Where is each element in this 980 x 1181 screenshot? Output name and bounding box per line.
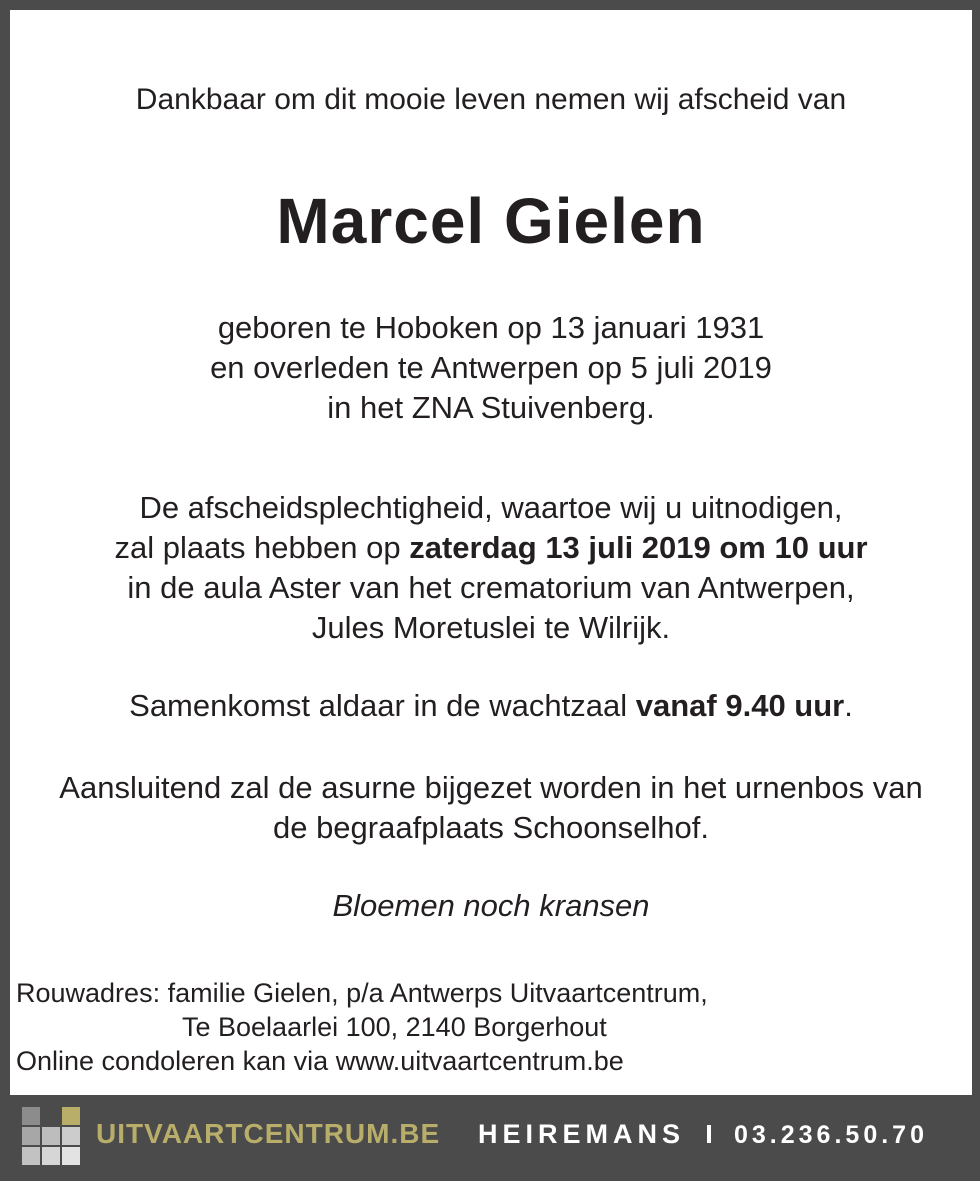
phone-number: 03.236.50.70 <box>734 1121 928 1149</box>
ceremony-line-3: in de aula Aster van het crematorium van Antwerpen, <box>127 570 855 605</box>
deceased-name: Marcel Gielen <box>276 185 706 257</box>
ceremony-line-4: Jules Moretuslei te Wilrijk. <box>311 610 671 645</box>
birth-line-3: in het ZNA Stuivenberg. <box>327 390 655 425</box>
burial-line-1: Aansluitend zal de asurne bijgezet worden in het urnenbos van <box>59 770 923 805</box>
brand-name: UITVAARTCENTRUM.BE <box>96 1118 441 1149</box>
footer-separator <box>707 1125 711 1143</box>
gathering-text: Samenkomst aldaar in de wachtzaal <box>129 688 636 723</box>
birth-line-1: geboren te Hoboken op 13 januari 1931 <box>217 310 765 345</box>
ceremony-line-2-text: zal plaats hebben op <box>114 530 410 565</box>
birth-line-2: en overleden te Antwerpen op 5 juli 2019 <box>210 350 772 385</box>
ceremony-line-1: De afscheidsplechtigheid, waartoe wij u uitnodigen, <box>139 490 843 525</box>
ceremony-date: zaterdag 13 juli 2019 om 10 uur <box>409 530 868 565</box>
address-line-3: Online condoleren kan via www.uitvaartcentrum.be <box>16 1046 624 1076</box>
gathering-period: . <box>844 688 853 723</box>
footer-bar <box>10 1101 972 1181</box>
intro-text: Dankbaar om dit mooie leven nemen wij afscheid van <box>135 83 847 116</box>
partner-name: HEIREMANS <box>478 1119 686 1149</box>
ceremony-line-2 <box>10 528 972 568</box>
gathering-line <box>10 686 972 726</box>
address-line-1: Rouwadres: familie Gielen, p/a Antwerps Uitvaartcentrum, <box>16 978 708 1008</box>
uitvaartcentrum-logo-icon <box>22 1107 82 1167</box>
address-line-2: Te Boelaarlei 100, 2140 Borgerhout <box>182 1012 607 1042</box>
burial-line-2: de begraafplaats Schoonselhof. <box>272 810 710 845</box>
death-notice <box>10 10 972 1095</box>
flowers-note: Bloemen noch kransen <box>332 888 650 923</box>
gathering-time: vanaf 9.40 uur <box>635 688 845 723</box>
